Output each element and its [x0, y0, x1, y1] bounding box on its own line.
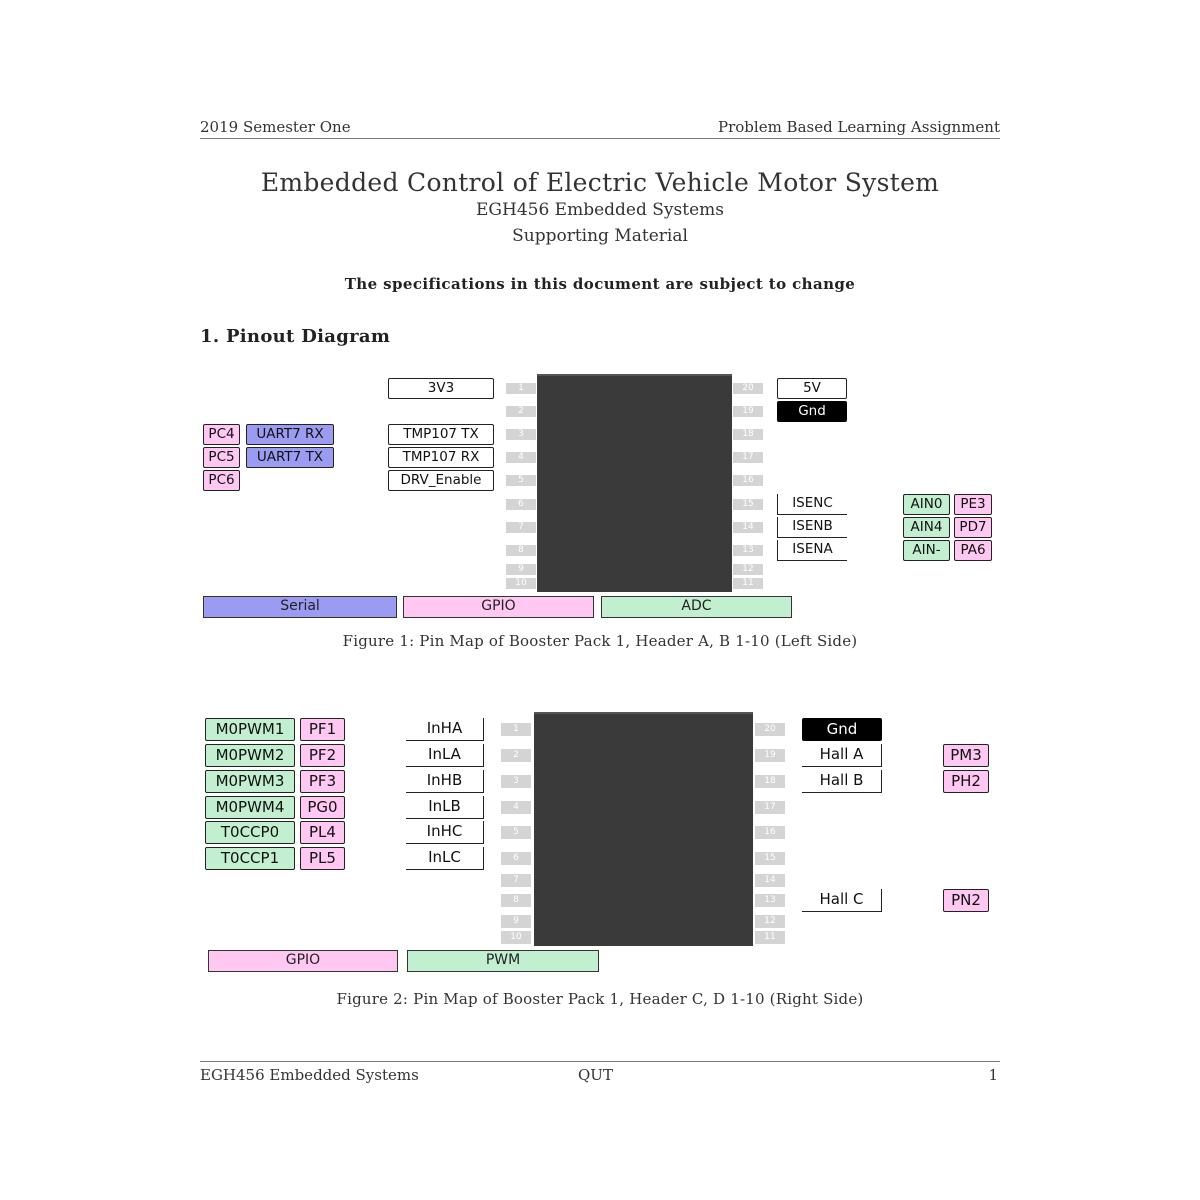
- fig1-function-label: AIN-: [903, 540, 950, 561]
- fig2-pin-num: 7: [501, 874, 531, 887]
- fig2-pin-num: 9: [501, 915, 531, 928]
- fig2-pin-num: 19: [755, 749, 785, 762]
- fig1-function-label: AIN4: [903, 517, 950, 538]
- footer-left: EGH456 Embedded Systems: [200, 1066, 419, 1084]
- fig2-pin-num: 20: [755, 723, 785, 736]
- header-rule: [200, 138, 1000, 139]
- fig2-pin-num: 1: [501, 723, 531, 736]
- fig2-pin-label: InHC: [406, 821, 484, 844]
- fig1-pin-num: 10: [506, 578, 536, 589]
- fig2-function-label: T0CCP0: [205, 821, 295, 844]
- fig1-port-label: PD7: [954, 517, 992, 538]
- fig1-pin-label: 3V3: [388, 378, 494, 399]
- fig1-pin-num: 14: [733, 522, 763, 533]
- footer-rule: [200, 1061, 1000, 1062]
- fig1-pin-num: 5: [506, 475, 536, 486]
- fig2-pin-num: 11: [755, 931, 785, 944]
- fig1-pin-num: 1: [506, 383, 536, 394]
- fig2-port-label: PL4: [300, 821, 345, 844]
- fig2-port-label: PH2: [943, 770, 989, 793]
- fig2-pin-label: InLC: [406, 847, 484, 870]
- fig1-chip: [537, 374, 732, 592]
- header-right: Problem Based Learning Assignment: [718, 118, 1000, 136]
- fig1-pin-num: 7: [506, 522, 536, 533]
- fig1-pin-num: 17: [733, 452, 763, 463]
- fig2-pin-label: InLB: [406, 796, 484, 819]
- fig2-chip: [534, 712, 753, 946]
- fig2-pin-num: 18: [755, 775, 785, 788]
- fig2-port-label: PM3: [943, 744, 989, 767]
- fig2-pin-num: 3: [501, 775, 531, 788]
- page-number: 1: [988, 1066, 998, 1084]
- fig1-port-label: PA6: [954, 540, 992, 561]
- fig1-pin-num: 12: [733, 564, 763, 575]
- fig2-pin-label: Hall C: [802, 889, 882, 912]
- fig2-pin-label: Hall A: [802, 744, 882, 767]
- fig1-pin-num: 16: [733, 475, 763, 486]
- fig1-legend-adc: ADC: [601, 596, 792, 618]
- fig1-pin-num: 11: [733, 578, 763, 589]
- fig1-pin-num: 4: [506, 452, 536, 463]
- fig1-pin-num: 3: [506, 429, 536, 440]
- fig2-pin-num: 15: [755, 852, 785, 865]
- fig1-pin-label: ISENC: [777, 494, 847, 515]
- fig1-pin-label: TMP107 RX: [388, 447, 494, 468]
- fig2-function-label: T0CCP1: [205, 847, 295, 870]
- section-heading: 1. Pinout Diagram: [200, 326, 391, 347]
- fig1-legend-serial: Serial: [203, 596, 397, 618]
- fig2-pin-num: 14: [755, 874, 785, 887]
- fig1-port-label: PC4: [203, 424, 240, 445]
- document-subtitle-2: Supporting Material: [512, 226, 688, 246]
- fig2-port-label: PN2: [943, 889, 989, 912]
- fig2-pin-num: 17: [755, 801, 785, 814]
- fig1-legend-gpio: GPIO: [403, 596, 594, 618]
- fig2-pin-num: 16: [755, 826, 785, 839]
- fig2-port-label: PL5: [300, 847, 345, 870]
- fig2-pin-label: InLA: [406, 744, 484, 767]
- fig1-pin-num: 2: [506, 406, 536, 417]
- fig2-pin-num: 2: [501, 749, 531, 762]
- fig2-pin-num: 8: [501, 894, 531, 907]
- fig1-pin-label: Gnd: [777, 401, 847, 422]
- fig1-pin-label: TMP107 TX: [388, 424, 494, 445]
- document-title: Embedded Control of Electric Vehicle Motor System: [260, 168, 940, 197]
- fig1-pin-num: 9: [506, 564, 536, 575]
- fig1-pin-num: 20: [733, 383, 763, 394]
- fig1-pin-num: 18: [733, 429, 763, 440]
- fig1-port-label: PE3: [954, 494, 992, 515]
- fig1-pin-label: ISENB: [777, 517, 847, 538]
- fig1-port-label: PC5: [203, 447, 240, 468]
- header-left: 2019 Semester One: [200, 118, 351, 136]
- fig1-pin-num: 6: [506, 499, 536, 510]
- fig2-pin-num: 4: [501, 801, 531, 814]
- fig2-pin-label: Hall B: [802, 770, 882, 793]
- fig1-pin-label: ISENA: [777, 540, 847, 561]
- fig2-legend-gpio: GPIO: [208, 950, 398, 972]
- fig2-function-label: M0PWM2: [205, 744, 295, 767]
- fig2-pin-num: 12: [755, 915, 785, 928]
- fig2-pin-label: InHA: [406, 718, 484, 741]
- fig2-pin-label: InHB: [406, 770, 484, 793]
- fig1-pin-num: 19: [733, 406, 763, 417]
- change-notice: The specifications in this document are subject to change: [344, 275, 856, 293]
- figure-1-caption: Figure 1: Pin Map of Booster Pack 1, Header A, B 1-10 (Left Side): [342, 632, 858, 650]
- fig2-port-label: PF1: [300, 718, 345, 741]
- fig1-pin-num: 13: [733, 545, 763, 556]
- footer-center: QUT: [578, 1066, 613, 1084]
- fig1-pin-num: 8: [506, 545, 536, 556]
- fig2-legend-pwm: PWM: [407, 950, 599, 972]
- fig1-function-label: UART7 RX: [246, 424, 334, 445]
- fig2-pin-num: 6: [501, 852, 531, 865]
- fig1-pin-num: 15: [733, 499, 763, 510]
- fig2-port-label: PG0: [300, 796, 345, 819]
- fig2-pin-label: Gnd: [802, 718, 882, 741]
- fig2-pin-num: 13: [755, 894, 785, 907]
- fig1-port-label: PC6: [203, 470, 240, 491]
- fig2-port-label: PF2: [300, 744, 345, 767]
- figure-2-caption: Figure 2: Pin Map of Booster Pack 1, Header C, D 1-10 (Right Side): [336, 990, 864, 1008]
- fig1-pin-label: DRV_Enable: [388, 470, 494, 491]
- fig2-function-label: M0PWM1: [205, 718, 295, 741]
- document-subtitle: EGH456 Embedded Systems: [476, 200, 724, 220]
- fig2-port-label: PF3: [300, 770, 345, 793]
- fig2-function-label: M0PWM4: [205, 796, 295, 819]
- fig1-function-label: UART7 TX: [246, 447, 334, 468]
- fig2-pin-num: 10: [501, 931, 531, 944]
- fig2-pin-num: 5: [501, 826, 531, 839]
- fig2-function-label: M0PWM3: [205, 770, 295, 793]
- fig1-pin-label: 5V: [777, 378, 847, 399]
- fig1-function-label: AIN0: [903, 494, 950, 515]
